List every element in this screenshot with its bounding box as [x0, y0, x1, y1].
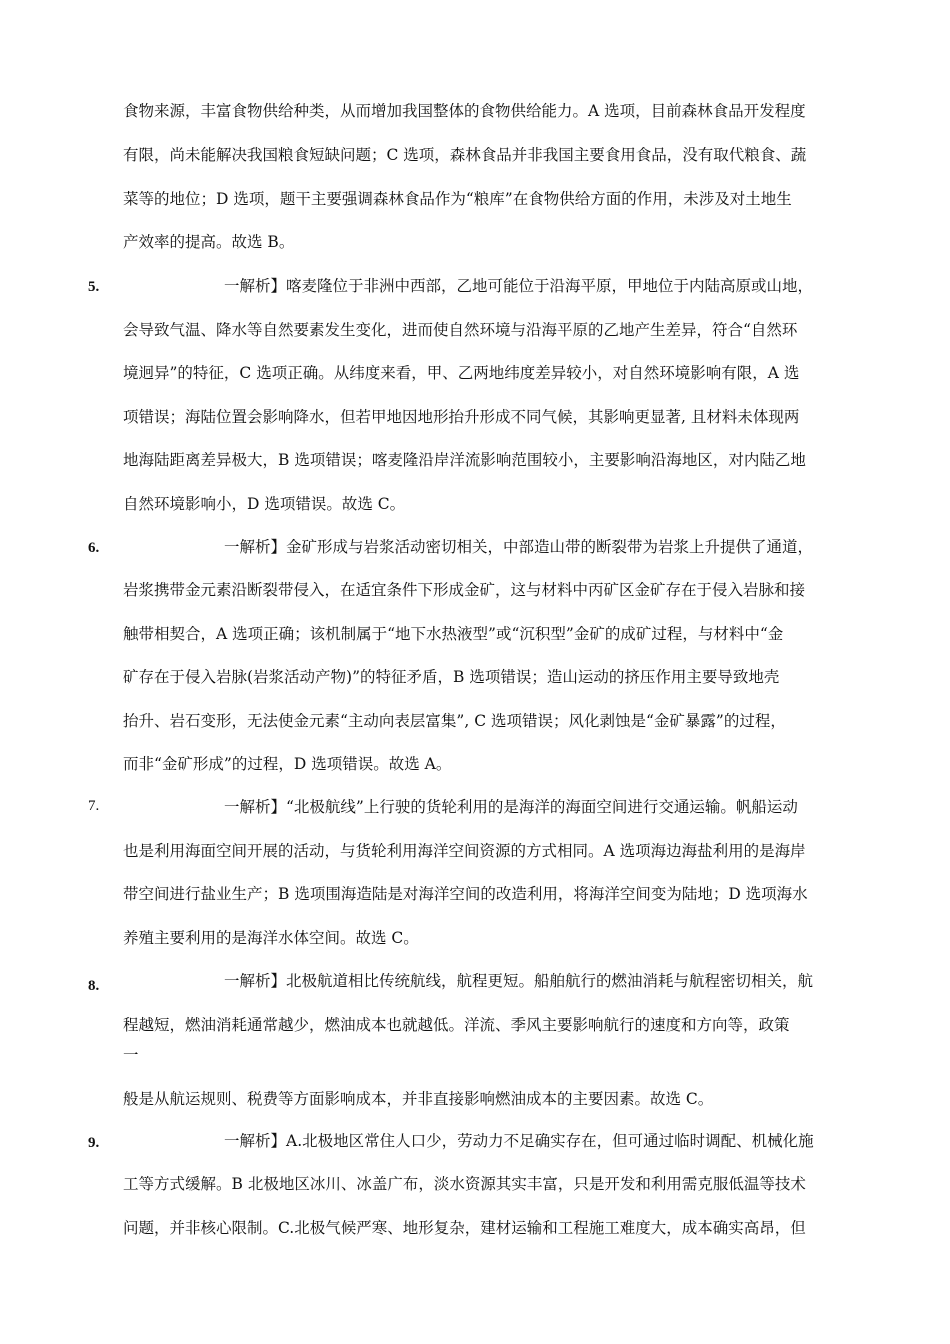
question-number-6: 6.: [88, 540, 100, 556]
q6-first-line: 一解析】金矿形成与岩浆活动密切相关，中部造山带的断裂带为岩浆上升提供了通道，: [224, 538, 814, 556]
q9-first-line: 一解析】A.北极地区常住人口少，劳动力不足确实存在，但可通过临时调配、机械化施: [224, 1132, 814, 1150]
q5-line: 境迥异”的特征，C 选项正确。从纬度来看，甲、乙两地纬度差异较小，对自然环境影响有限，A 选: [123, 364, 800, 382]
q9-line: 问题，并非核心限制。C.北极气候严寒、地形复杂，建材运输和工程施工难度大，成本确实高昂，但: [123, 1219, 806, 1237]
q8-first-line: 一解析】北极航道相比传统航线，航程更短。船舶航行的燃油消耗与航程密切相关，航: [224, 972, 814, 990]
q7-first-line: 一解析】“北极航线”上行驶的货轮利用的是海洋的海面空间进行交通运输。帆船运动: [224, 798, 798, 816]
q6-line: 而非“金矿形成”的过程，D 选项错误。故选 A。: [123, 755, 452, 773]
q5-line: 项错误；海陆位置会影响降水，但若甲地因地形抬升形成不同气候，其影响更显著, 且材料未体现两: [123, 408, 800, 426]
q8-line: 程越短，燃油消耗通常越少，燃油成本也就越低。洋流、季风主要影响航行的速度和方向等，政策: [123, 1016, 790, 1034]
q7-line: 也是利用海面空间开展的活动，与货轮利用海洋空间资源的方式相同。A 选项海边海盐利用的是海岸: [123, 842, 806, 860]
question-number-7: 7.: [88, 798, 100, 814]
q5-line: 自然环境影响小，D 选项错误。故选 C。: [123, 495, 406, 513]
q8-line: 般是从航运规则、税费等方面影响成本，并非直接影响燃油成本的主要因素。故选 C。: [123, 1090, 714, 1108]
q9-line: 工等方式缓解。B 北极地区冰川、冰盖广布，淡水资源其实丰富，只是开发和利用需克服低温等技术: [123, 1175, 806, 1193]
q8-line: 一: [123, 1046, 139, 1064]
q5-line: 地海陆距离差异极大，B 选项错误；喀麦隆沿岸洋流影响范围较小，主要影响沿海地区，对内陆乙地: [123, 451, 806, 469]
q5-first-line: 一解析】喀麦隆位于非洲中西部，乙地可能位于沿海平原，甲地位于内陆高原或山地，: [224, 277, 814, 295]
q6-line: 抬升、岩石变形，无法使金元素“主动向表层富集”, C 选项错误；风化剥蚀是“金矿暴露”的过程，: [123, 712, 786, 730]
q5-line: 会导致气温、降水等自然要素发生变化，进而使自然环境与沿海平原的乙地产生差异，符合“自然环: [123, 321, 798, 339]
intro-line: 有限，尚未能解决我国粮食短缺问题；C 选项，森林食品并非我国主要食用食品，没有取代粮食、蔬: [123, 146, 807, 164]
q7-line: 养殖主要利用的是海洋水体空间。故选 C。: [123, 929, 419, 947]
q6-line: 岩浆携带金元素沿断裂带侵入，在适宜条件下形成金矿，这与材料中丙矿区金矿存在于侵入岩脉和接: [123, 581, 806, 599]
intro-line: 菜等的地位；D 选项，题干主要强调森林食品作为“粮库”在食物供给方面的作用，未涉及对土地生: [123, 190, 792, 208]
question-number-8: 8.: [88, 978, 100, 994]
q6-line: 矿存在于侵入岩脉(岩浆活动产物)”的特征矛盾，B 选项错误；造山运动的挤压作用主要导致地壳: [123, 668, 780, 686]
question-number-5: 5.: [88, 279, 100, 295]
intro-line: 产效率的提高。故选 B。: [123, 233, 295, 251]
intro-line: 食物来源，丰富食物供给种类，从而增加我国整体的食物供给能力。A 选项，目前森林食品开发程度: [123, 102, 806, 120]
question-number-9: 9.: [88, 1135, 100, 1151]
q6-line: 触带相契合，A 选项正确；该机制属于“地下水热液型”或“沉积型”金矿的成矿过程，与材料中“金: [123, 625, 784, 643]
q7-line: 带空间进行盐业生产；B 选项围海造陆是对海洋空间的改造利用，将海洋空间变为陆地；D 选项海水: [123, 885, 808, 903]
